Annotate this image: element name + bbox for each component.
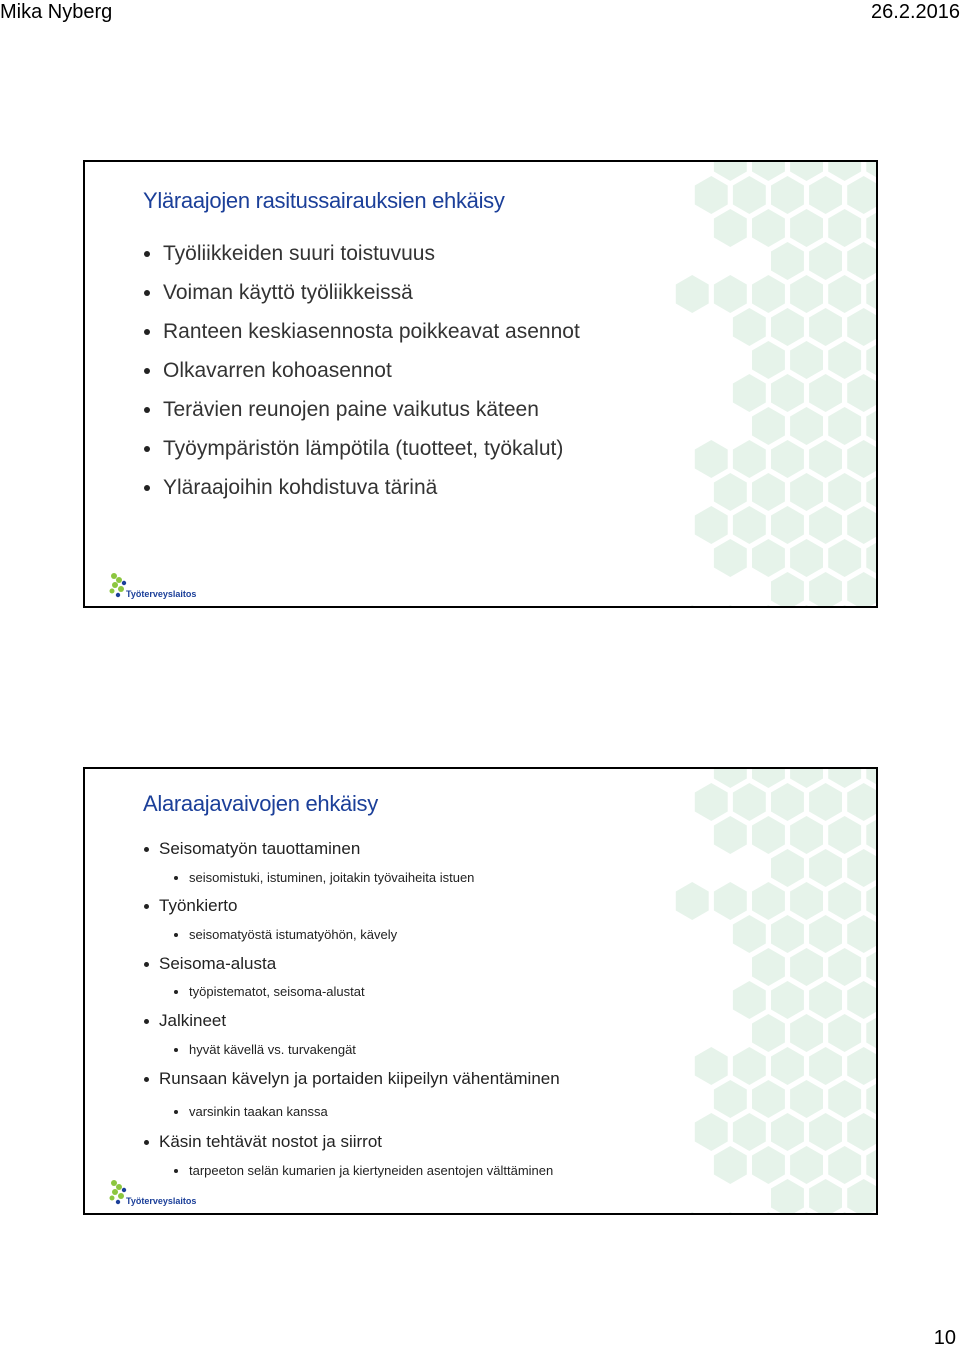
hexagon-shape [847, 242, 876, 280]
list-item: Olkavarren kohoasennot [143, 351, 580, 390]
hexagon-shape [828, 816, 861, 854]
list-item: Seisoma-alusta [143, 954, 276, 974]
hexagon-shape [866, 341, 876, 379]
hexagon-shape [752, 882, 785, 920]
hexagon-shape [771, 242, 804, 280]
hexagon-shape [695, 1047, 728, 1085]
hexagon-shape [771, 981, 804, 1019]
list-item: Terävien reunojen paine vaikutus käteen [143, 390, 580, 429]
hexagon-shape [714, 1146, 747, 1184]
hexagon-shape [828, 341, 861, 379]
hexagon-shape [809, 506, 842, 544]
hexagon-shape [866, 1080, 876, 1118]
hexagon-shape [733, 308, 766, 346]
hexagon-shape [866, 407, 876, 445]
hexagon-shape [676, 605, 709, 606]
slide-1 [83, 160, 878, 608]
hexagon-shape [828, 769, 861, 788]
slide-2 [83, 767, 878, 1215]
hexagon-shape [866, 769, 876, 788]
hexagon-shape [790, 341, 823, 379]
hexagon-shape [790, 1146, 823, 1184]
hexagon-shape [752, 1014, 785, 1052]
hexagon-shape [733, 506, 766, 544]
document-date: 26.2.2016 [871, 1, 960, 23]
hexagon-shape [733, 981, 766, 1019]
hexagon-shape [847, 849, 876, 887]
hexagon-shape [771, 440, 804, 478]
hexagon-shape [866, 162, 876, 181]
hexagon-shape [866, 816, 876, 854]
hexagon-shape [752, 209, 785, 247]
hexagon-shape [714, 1212, 747, 1213]
hexagon-shape [771, 572, 804, 606]
hexagon-shape [809, 308, 842, 346]
hexagon-shape [866, 473, 876, 511]
hexagon-shape [676, 1212, 709, 1213]
hexagon-shape [733, 915, 766, 953]
list-item: Seisomatyön tauottaminen [143, 839, 360, 859]
hexagon-shape [733, 783, 766, 821]
hexagon-shape [714, 605, 747, 606]
tyoterveyslaitos-logo [109, 1179, 197, 1209]
hexagon-shape [828, 1080, 861, 1118]
hexagon-shape [809, 1113, 842, 1151]
page-number: 10 [933, 1327, 956, 1349]
hexagon-shape [809, 572, 842, 606]
hexagon-shape [695, 506, 728, 544]
hexagon-shape [847, 915, 876, 953]
hexagon-shape [809, 176, 842, 214]
list-item: Voiman käyttö työliikkeissä [143, 273, 580, 312]
hexagon-shape [752, 816, 785, 854]
hexagon-shape [866, 882, 876, 920]
sub-list-item: työpistematot, seisoma-alustat [173, 984, 365, 1000]
hexagon-shape [790, 209, 823, 247]
hexagon-shape [714, 275, 747, 313]
hexagon-shape [714, 816, 747, 854]
hexagon-shape [771, 849, 804, 887]
hexagon-shape [809, 1047, 842, 1085]
tyoterveyslaitos-logo [109, 572, 197, 602]
hexagon-shape [676, 275, 709, 313]
hexagon-shape [790, 162, 823, 181]
hexagon-shape [752, 769, 785, 788]
logo-text: Työterveyslaitos [126, 589, 197, 599]
hexagon-shape [771, 374, 804, 412]
hexagon-shape [790, 948, 823, 986]
hexagon-shape [828, 882, 861, 920]
slide-title: Alaraajavaivojen ehkäisy [143, 791, 378, 816]
hexagon-shape [752, 341, 785, 379]
hexagon-shape [809, 783, 842, 821]
hexagon-shape [828, 539, 861, 577]
sub-list-item: hyvät kävellä vs. turvakengät [173, 1042, 356, 1058]
hexagon-shape [790, 769, 823, 788]
hexagon-shape [676, 882, 709, 920]
list-item: Työliikkeiden suuri toistuvuus [143, 234, 580, 273]
hexagon-shape [752, 1146, 785, 1184]
hexagon-shape [809, 242, 842, 280]
hexagon-shape [809, 374, 842, 412]
hexagon-shape [828, 948, 861, 986]
hexagon-shape [790, 1014, 823, 1052]
hexagon-shape [847, 981, 876, 1019]
hexagon-shape [752, 407, 785, 445]
hexagon-shape [714, 769, 747, 788]
hexagon-shape [752, 948, 785, 986]
author-name: Mika Nyberg [0, 1, 113, 23]
hexagon-shape [714, 162, 747, 181]
sub-list-item: varsinkin taakan kanssa [173, 1104, 328, 1120]
hexagon-shape [771, 1113, 804, 1151]
hexagon-shape [695, 783, 728, 821]
hexagon-shape [828, 209, 861, 247]
hexagon-shape [695, 1113, 728, 1151]
hexagon-shape [714, 473, 747, 511]
hexagon-shape [809, 440, 842, 478]
hexagon-shape [714, 209, 747, 247]
hexagon-shape [809, 981, 842, 1019]
hexagon-shape [714, 539, 747, 577]
hexagon-pattern [616, 769, 876, 1213]
hexagon-shape [809, 915, 842, 953]
hexagon-shape [847, 440, 876, 478]
hexagon-shape [752, 162, 785, 181]
list-item: Työnkierto [143, 896, 237, 916]
hexagon-shape [866, 1146, 876, 1184]
hexagon-shape [771, 506, 804, 544]
hexagon-shape [847, 308, 876, 346]
hexagon-shape [752, 473, 785, 511]
sub-list-item: seisomatyöstä istumatyöhön, kävely [173, 927, 397, 943]
hexagon-shape [866, 948, 876, 986]
hexagon-shape [752, 1080, 785, 1118]
hexagon-pattern [616, 162, 876, 606]
list-item: Käsin tehtävät nostot ja siirrot [143, 1132, 382, 1152]
hexagon-shape [847, 1179, 876, 1213]
hexagon-shape [847, 1047, 876, 1085]
hexagon-shape [828, 1014, 861, 1052]
hexagon-shape [828, 473, 861, 511]
hexagon-shape [790, 1080, 823, 1118]
hexagon-shape [695, 440, 728, 478]
hexagon-shape [847, 572, 876, 606]
hexagon-shape [790, 539, 823, 577]
hexagon-shape [847, 783, 876, 821]
hexagon-shape [733, 1113, 766, 1151]
hexagon-shape [790, 473, 823, 511]
list-item: Yläraajoihin kohdistuva tärinä [143, 468, 580, 507]
hexagon-shape [847, 176, 876, 214]
hexagon-shape [866, 275, 876, 313]
hexagon-shape [771, 176, 804, 214]
hexagon-shape [771, 783, 804, 821]
hexagon-shape [809, 1179, 842, 1213]
list-item: Työympäristön lämpötila (tuotteet, työkalut) [143, 429, 580, 468]
hexagon-shape [847, 506, 876, 544]
list-item: Jalkineet [143, 1011, 226, 1031]
hexagon-shape [790, 407, 823, 445]
hexagon-shape [733, 440, 766, 478]
hexagon-shape [809, 849, 842, 887]
hexagon-shape [771, 1179, 804, 1213]
hexagon-shape [733, 1047, 766, 1085]
list-item: Runsaan kävelyn ja portaiden kiipeilyn vähentäminen [143, 1069, 560, 1089]
hexagon-shape [866, 539, 876, 577]
hexagon-shape [847, 1113, 876, 1151]
hexagon-shape [790, 882, 823, 920]
hexagon-shape [790, 816, 823, 854]
hexagon-shape [752, 275, 785, 313]
hexagon-shape [828, 275, 861, 313]
hexagon-shape [790, 275, 823, 313]
hexagon-shape [828, 1146, 861, 1184]
hexagon-shape [771, 1047, 804, 1085]
sub-list-item: seisomistuki, istuminen, joitakin työvaiheita istuen [173, 870, 474, 886]
slide-title: Yläraajojen rasitussairauksien ehkäisy [143, 188, 505, 213]
hexagon-shape [752, 539, 785, 577]
sub-list-item: tarpeeton selän kumarien ja kiertyneiden asentojen välttäminen [173, 1163, 553, 1179]
hexagon-shape [733, 374, 766, 412]
hexagon-shape [828, 162, 861, 181]
hexagon-shape [866, 1014, 876, 1052]
logo-text: Työterveyslaitos [126, 1196, 197, 1206]
hexagon-shape [733, 176, 766, 214]
hexagon-shape [771, 308, 804, 346]
hexagon-shape [847, 374, 876, 412]
list-item: Ranteen keskiasennosta poikkeavat asennot [143, 312, 580, 351]
hexagon-shape [714, 1080, 747, 1118]
hexagon-shape [695, 176, 728, 214]
hexagon-shape [828, 407, 861, 445]
hexagon-shape [714, 882, 747, 920]
bullet-list [143, 234, 580, 507]
hexagon-shape [866, 209, 876, 247]
hexagon-shape [771, 915, 804, 953]
